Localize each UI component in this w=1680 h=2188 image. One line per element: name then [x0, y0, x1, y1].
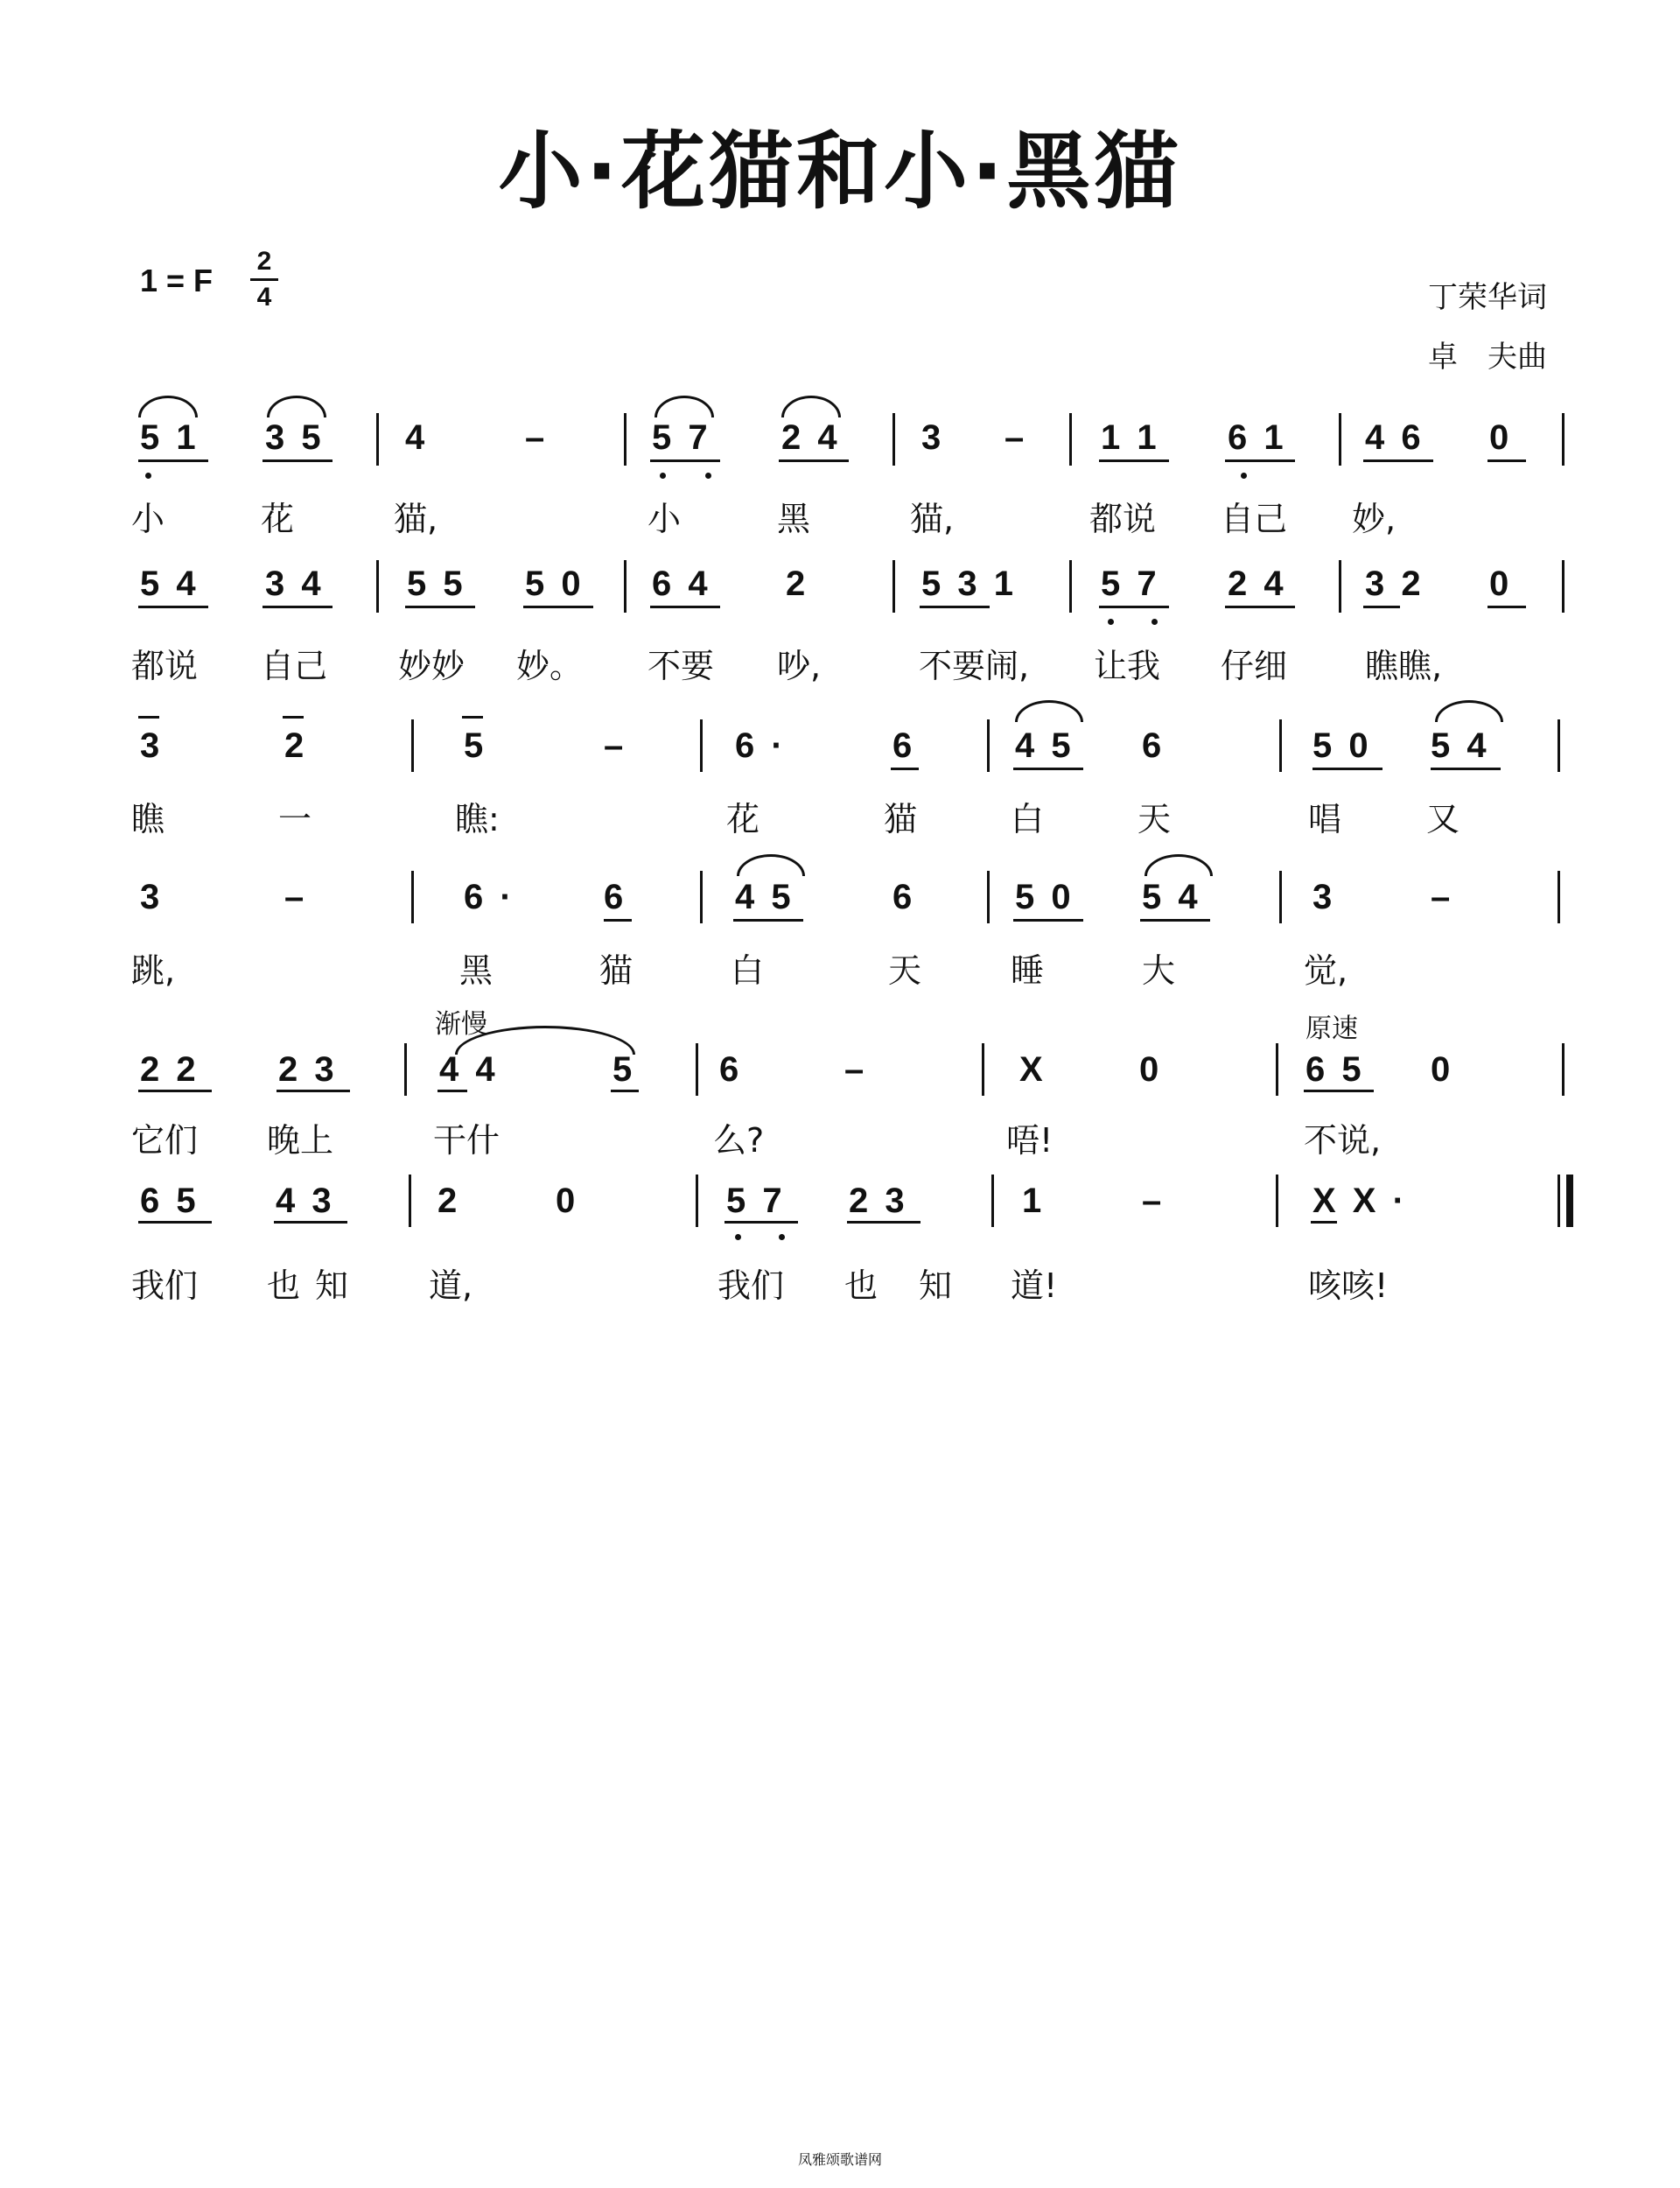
note-group: – — [1004, 418, 1028, 457]
bar-line — [1276, 1043, 1278, 1096]
note-group: 2 3 — [849, 1182, 908, 1220]
lyric: 花 — [261, 500, 295, 538]
note-group: 5 4 — [140, 565, 200, 603]
lyric: 唱 — [1308, 800, 1342, 838]
key-signature: 1 = F — [140, 263, 214, 298]
lyric: 妙, — [1352, 500, 1396, 538]
bar-line — [404, 1043, 407, 1096]
lyric: 仔细 — [1221, 647, 1288, 685]
note-group: 6 1 — [1228, 418, 1287, 457]
bar-line — [892, 560, 895, 613]
bar-line — [1558, 1175, 1560, 1227]
note-group: – — [604, 726, 627, 765]
lyric: 黑 — [777, 500, 811, 538]
note-group: 5 0 — [1015, 878, 1074, 916]
bar-line — [409, 1175, 411, 1227]
note-group: 1 — [1022, 1182, 1046, 1220]
lyric: 跳, — [131, 951, 176, 990]
lyric: 天 — [888, 951, 922, 990]
bar-line — [987, 719, 990, 772]
bar-line — [411, 871, 414, 923]
bar-line — [1069, 560, 1072, 613]
tempo-mark-resume: 原速 — [1306, 1013, 1358, 1044]
lyric: 么? — [713, 1121, 765, 1160]
note-group: 2 — [438, 1182, 461, 1220]
note-group: 1 1 — [1101, 418, 1160, 457]
lyric: 咳咳! — [1308, 1266, 1389, 1305]
note-group: 6 — [892, 878, 916, 916]
time-signature-bottom: 4 — [256, 283, 272, 312]
note-group: 3 2 — [1365, 565, 1424, 603]
lyric: 白 — [1011, 800, 1045, 838]
note-group: – — [1431, 878, 1454, 916]
note-group: – — [1142, 1182, 1166, 1220]
lyric: 睡 — [1011, 951, 1045, 990]
bar-line — [1562, 560, 1564, 613]
note-group: 5 5 — [407, 565, 466, 603]
lyric: 道, — [429, 1266, 473, 1305]
note-group: – — [284, 878, 308, 916]
lyric: 唔! — [1006, 1121, 1054, 1160]
bar-line — [982, 1043, 984, 1096]
lyric: 自己 — [261, 647, 328, 685]
note-group: 6 — [892, 726, 916, 765]
note-group: 5 7 — [652, 418, 711, 457]
note-group: 5 4 — [1142, 878, 1201, 916]
bar-line — [700, 719, 703, 772]
note-group: 3 — [140, 878, 164, 916]
note-group: 5 1 — [140, 418, 200, 457]
note-group: 5 7 — [726, 1182, 786, 1220]
lyric: 让我 — [1094, 647, 1161, 685]
note-group: 4 4 — [439, 1050, 499, 1089]
lyric: 都说 — [131, 647, 199, 685]
bar-line — [624, 560, 626, 613]
bar-line — [1279, 719, 1282, 772]
note-group: 0 — [556, 1182, 579, 1220]
note-group: 6 4 — [652, 565, 711, 603]
bar-line — [987, 871, 990, 923]
lyric: 白 — [731, 951, 765, 990]
lyric: 猫 — [599, 951, 634, 990]
lyric: 觉, — [1304, 951, 1348, 990]
note-group: 6 — [719, 1050, 743, 1089]
note-group: – — [844, 1050, 868, 1089]
lyric: 道! — [1011, 1266, 1058, 1305]
bar-line — [376, 413, 379, 466]
final-bar-line — [1566, 1175, 1573, 1227]
time-signature — [247, 247, 282, 312]
lyric: 小 — [648, 500, 682, 538]
bar-line — [1069, 413, 1072, 466]
note-group: 6 — [604, 878, 627, 916]
bar-line — [1339, 413, 1341, 466]
lyricist-credit: 丁荣华词 — [1428, 280, 1547, 315]
bar-line — [892, 413, 895, 466]
note-group: 4 — [405, 418, 429, 457]
bar-line — [1276, 1175, 1278, 1227]
lyric: 不说, — [1304, 1121, 1382, 1160]
lyric: 不要 — [648, 647, 715, 685]
lyric: 干什 — [433, 1121, 500, 1160]
note-group: 5 0 — [1312, 726, 1372, 765]
note-group: 3 — [1312, 878, 1336, 916]
note-group: 2 2 — [140, 1050, 200, 1089]
note-group: 3 — [140, 726, 164, 765]
note-group: 4 3 — [276, 1182, 335, 1220]
note-group: 2 4 — [1228, 565, 1287, 603]
note-group: 0 — [1431, 1050, 1454, 1089]
note-group: 0 — [1139, 1050, 1163, 1089]
bar-line — [700, 871, 703, 923]
lyric: 瞧瞧, — [1365, 647, 1443, 685]
note-group: 4 5 — [1015, 726, 1074, 765]
lyric: 也 — [267, 1266, 301, 1305]
note-group: 2 3 — [278, 1050, 338, 1089]
lyric: 晚上 — [267, 1121, 334, 1160]
lyric: 不要闹, — [919, 647, 1030, 685]
bar-line — [991, 1175, 994, 1227]
note-group: 5 4 — [1431, 726, 1490, 765]
bar-line — [1339, 560, 1341, 613]
lyric: 知 — [919, 1266, 953, 1305]
note-group: 3 5 — [265, 418, 325, 457]
note-group: 5 — [464, 726, 487, 765]
note-group: 4 5 — [735, 878, 794, 916]
note-group: – — [525, 418, 549, 457]
tempo-mark-slow: 渐慢 — [435, 1009, 487, 1040]
note-group: X X · — [1312, 1182, 1408, 1220]
time-signature-top: 2 — [256, 247, 272, 276]
lyric: 都说 — [1089, 500, 1157, 538]
note-group: 3 4 — [265, 565, 325, 603]
bar-line — [696, 1043, 698, 1096]
composer-credit: 卓 夫曲 — [1428, 340, 1547, 375]
note-group: 0 — [1489, 565, 1513, 603]
lyric: 又 — [1426, 800, 1460, 838]
note-group: 6 — [1142, 726, 1166, 765]
lyric: 知 — [315, 1266, 349, 1305]
lyric: 自己 — [1221, 500, 1288, 538]
lyric: 我们 — [131, 1266, 199, 1305]
note-group: 5 — [612, 1050, 636, 1089]
lyric: 猫, — [910, 500, 955, 538]
bar-line — [1279, 871, 1282, 923]
bar-line — [1558, 871, 1560, 923]
note-group: 6 · — [735, 726, 787, 765]
lyric: 一 — [278, 800, 312, 838]
lyric: 猫 — [884, 800, 918, 838]
lyric: 妙。 — [516, 647, 584, 685]
note-group: 2 4 — [781, 418, 841, 457]
note-group: 4 6 — [1365, 418, 1424, 457]
lyric: 吵, — [777, 647, 822, 685]
note-group: 5 0 — [525, 565, 584, 603]
bar-line — [696, 1175, 698, 1227]
bar-line — [376, 560, 379, 613]
lyric: 天 — [1138, 800, 1172, 838]
lyric: 黑 — [459, 951, 494, 990]
lyric: 妙妙 — [398, 647, 466, 685]
bar-line — [1562, 1043, 1564, 1096]
lyric: 大 — [1142, 951, 1176, 990]
note-group: 3 — [921, 418, 945, 457]
page-title: 小·花猫和小·黑猫 — [498, 123, 1182, 221]
note-group: 6 5 — [1306, 1050, 1365, 1089]
footer-watermark: 凤雅颂歌谱网 — [797, 2151, 882, 2168]
note-group: 2 — [284, 726, 308, 765]
note-group: 5 3 1 — [921, 565, 1017, 603]
lyric: 瞧 — [131, 800, 165, 838]
lyric: 也 — [844, 1266, 878, 1305]
bar-line — [624, 413, 626, 466]
bar-line — [411, 719, 414, 772]
lyric: 小 — [131, 500, 165, 538]
note-group: 6 · — [464, 878, 515, 916]
bar-line — [1562, 413, 1564, 466]
note-group: 5 7 — [1101, 565, 1160, 603]
lyric: 瞧: — [455, 800, 500, 838]
note-group: 2 — [786, 565, 809, 603]
note-group: X — [1019, 1050, 1046, 1089]
note-group: 6 5 — [140, 1182, 200, 1220]
lyric: 猫, — [394, 500, 438, 538]
bar-line — [1558, 719, 1560, 772]
lyric: 花 — [726, 800, 760, 838]
note-group: 0 — [1489, 418, 1513, 457]
lyric: 它们 — [131, 1121, 199, 1160]
lyric: 我们 — [718, 1266, 785, 1305]
